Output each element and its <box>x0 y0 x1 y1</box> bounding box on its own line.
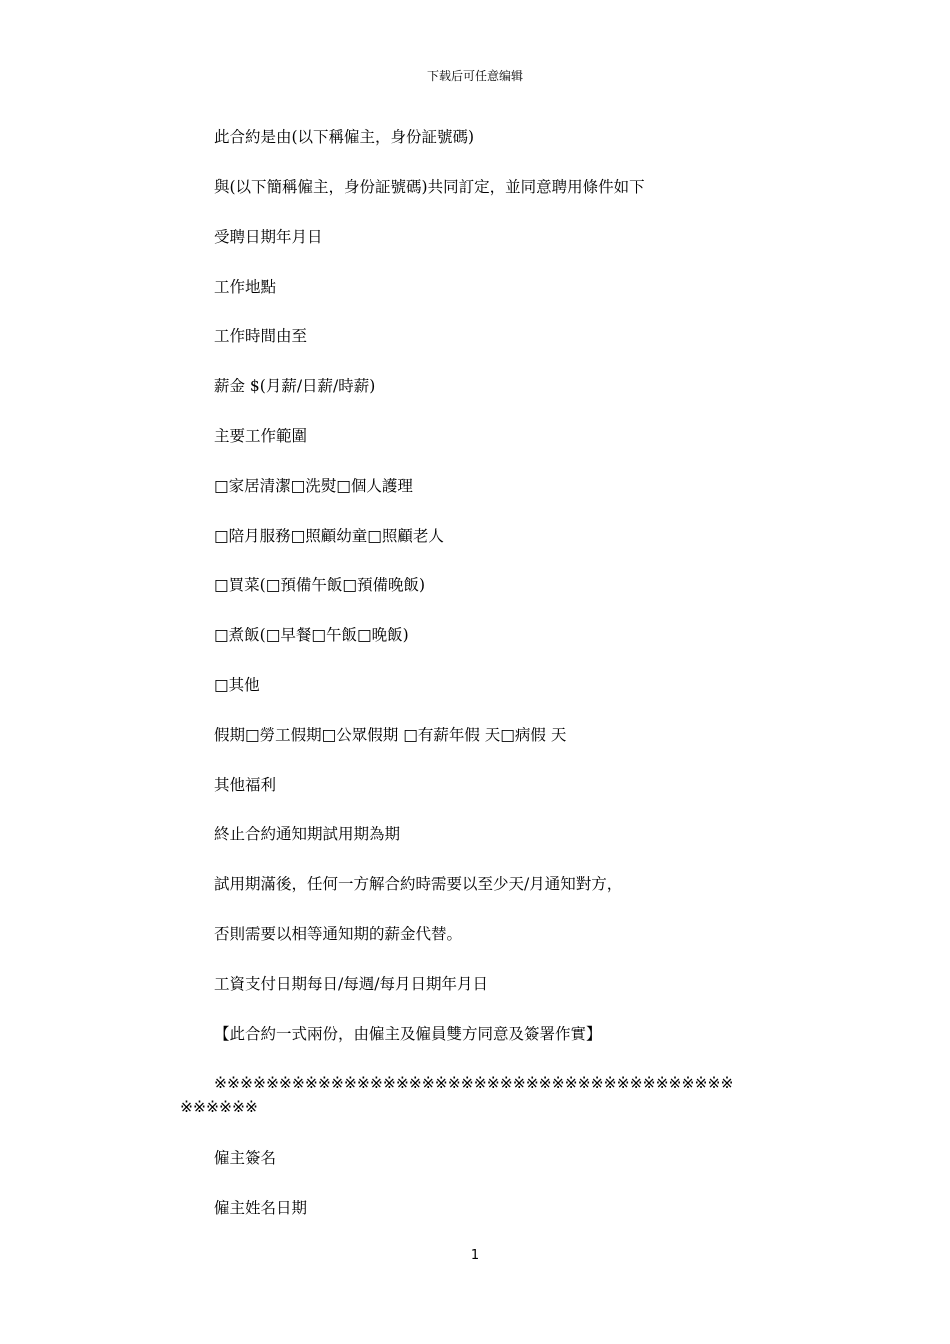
contract-line-work-location: 工作地點 <box>214 278 277 296</box>
contract-line-work-hours: 工作時間由至 <box>214 327 308 345</box>
contract-line-benefits: 其他福利 <box>214 776 277 794</box>
page-number: 1 <box>470 1248 480 1263</box>
contract-line-notice: 試用期滿後，任何一方解合約時需要以至少天/月通知對方， <box>214 875 623 893</box>
page-header: 下载后可任意编辑 <box>426 69 523 83</box>
contract-line-duties-heading: 主要工作範圍 <box>214 427 308 445</box>
contract-line-duties-household: □家居清潔□洗熨□個人護理 <box>214 477 413 495</box>
contract-line-parties: 此合約是由(以下稱僱主，身份証號碼) <box>214 128 475 146</box>
contract-line-agreement: 與(以下簡稱僱主，身份証號碼)共同訂定，並同意聘用條件如下 <box>214 178 645 196</box>
contract-line-salary: 薪金 $(月薪/日薪/時薪) <box>214 377 376 395</box>
contract-line-notice-payment: 否則需要以相等通知期的薪金代替。 <box>214 925 463 943</box>
contract-line-duties-cooking: □煮飯(□早餐□午飯□晚飯) <box>214 626 409 644</box>
contract-line-pay-date: 工資支付日期每日/每週/每月日期年月日 <box>214 975 488 993</box>
separator-line-continued: ※※※※※※ <box>180 1098 258 1116</box>
contract-line-duties-other: □其他 <box>214 676 260 694</box>
contract-line-termination: 終止合約通知期試用期為期 <box>214 825 401 843</box>
contract-line-holidays: 假期□勞工假期□公眾假期 □有薪年假 天□病假 天 <box>214 726 567 744</box>
contract-line-duties-care: □陪月服務□照顧幼童□照顧老人 <box>214 527 444 545</box>
employer-name-date-label: 僱主姓名日期 <box>214 1199 308 1217</box>
contract-line-duplicate-note: 【此合約一式兩份，由僱主及僱員雙方同意及簽署作實】 <box>214 1025 602 1043</box>
employer-signature-label: 僱主簽名 <box>214 1149 277 1167</box>
contract-line-duties-groceries: □買菜(□預備午飯□預備晚飯) <box>214 576 426 594</box>
contract-line-start-date: 受聘日期年月日 <box>214 228 323 246</box>
separator-line: ※※※※※※※※※※※※※※※※※※※※※※※※※※※※※※※※※※※※※※※※ <box>214 1074 734 1092</box>
